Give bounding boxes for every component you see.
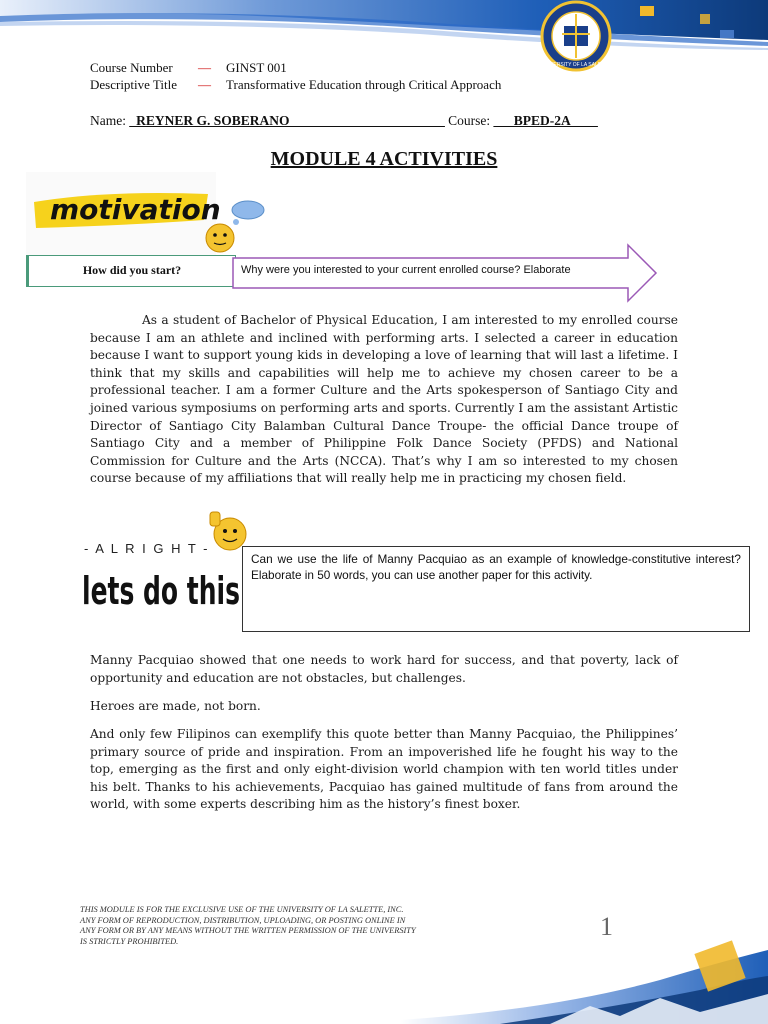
question-box bbox=[242, 546, 750, 632]
answer-paragraph-1: As a student of Bachelor of Physical Education, I am interested to my enrolled course because I am an athlete and inclined with performing arts. I selected a career in education because I want to support young kids in developing a love of learning that will last a lifetime. I think that my skills and capabilities will help me to achieve my chosen career to be a professional teacher. I am a former Culture and the Arts spokesperson of Santiago City and joined various symposiums on performing arts and sports. Currently I am the assistant Artistic Director of Santiago City Balamban Cultural Dance Troupe- the official Dance troupe of Santiago City and a member of Philippine Folk Dance Society (PFDS) and National Commission for Culture and the Arts (NCCA). That’s why I am so interested to my chosen course because of my affiliations that will really help me in practicing my chosen field. bbox=[90, 313, 678, 486]
course-number-line bbox=[90, 60, 287, 76]
descriptive-title-label: Descriptive Title bbox=[90, 77, 178, 92]
motivation-sticker-icon bbox=[26, 172, 266, 264]
name-label: Name: bbox=[90, 113, 126, 128]
arrow-question-text: Why were you interested to your current enrolled course? Elaborate bbox=[241, 264, 571, 276]
red-dash: — bbox=[198, 60, 211, 75]
how-did-you-start-label: How did you start? bbox=[82, 263, 182, 277]
course-value: ___BPED-2A____ bbox=[493, 113, 598, 128]
motivation-sticker-text: motivation bbox=[50, 193, 221, 226]
course-label: Course: bbox=[448, 113, 491, 128]
answer-paragraph-4: And only few Filipinos can exemplify this quote better than Manny Pacquiao, the Philippines’ primary source of pride and inspiration. From an impoverished life he fought his way to the top, emerging as the first and only eight-division world champion with ten world titles under his belt. Thanks to his achievements, Pacquiao has gained multitude of fans from around the world, with some experts describing him as the history’s finest boxer. bbox=[90, 727, 678, 812]
copyright-notice: THIS MODULE IS FOR THE EXCLUSIVE USE OF THE UNIVERSITY OF LA SALETTE, INC. ANY FORM OF REPRODUCTION, DISTRIBUTION, UPLOADING, OR POSTING ONLINE IN ANY FORM OR BY ANY MEANS WITHOUT THE WRITTEN PERMISSION OF THE UNIVERSITY IS STRICTLY PROHIBITED. bbox=[80, 905, 416, 946]
header-banner bbox=[0, 0, 768, 56]
lets-do-this-text: lets do this bbox=[82, 569, 240, 613]
course-number-value: GINST 001 bbox=[226, 60, 287, 75]
seal-text: UNIVERSITY OF LA SALETTE bbox=[541, 62, 611, 68]
descriptive-title-value: Transformative Education through Critical Approach bbox=[226, 77, 502, 92]
university-seal-icon bbox=[540, 0, 612, 72]
how-did-you-start-box bbox=[26, 255, 236, 287]
question-text: Can we use the life of Manny Pacquiao as an example of knowledge-constitutive interest? Elaborate in 50 words, you can use another paper for this activity. bbox=[251, 552, 741, 582]
lets-do-this-sticker-icon bbox=[82, 508, 254, 618]
page-number: 1 bbox=[600, 912, 613, 941]
footer-banner bbox=[400, 940, 768, 1024]
red-dash: — bbox=[198, 77, 211, 92]
answer-paragraph-2: Manny Pacquiao showed that one needs to work hard for success, and that poverty, lack of opportunity and education are not obstacles, but challenges. bbox=[90, 653, 678, 685]
name-value: _REYNER G. SOBERANO_______________________ bbox=[129, 113, 445, 128]
answer-paragraph-3: Heroes are made, not born. bbox=[90, 699, 261, 713]
alright-text: - A L R I G H T - bbox=[84, 541, 210, 556]
name-course-line bbox=[90, 113, 598, 129]
course-number-label: Course Number bbox=[90, 60, 173, 75]
descriptive-title-line bbox=[90, 77, 501, 93]
module-title: MODULE 4 ACTIVITIES bbox=[270, 148, 498, 170]
